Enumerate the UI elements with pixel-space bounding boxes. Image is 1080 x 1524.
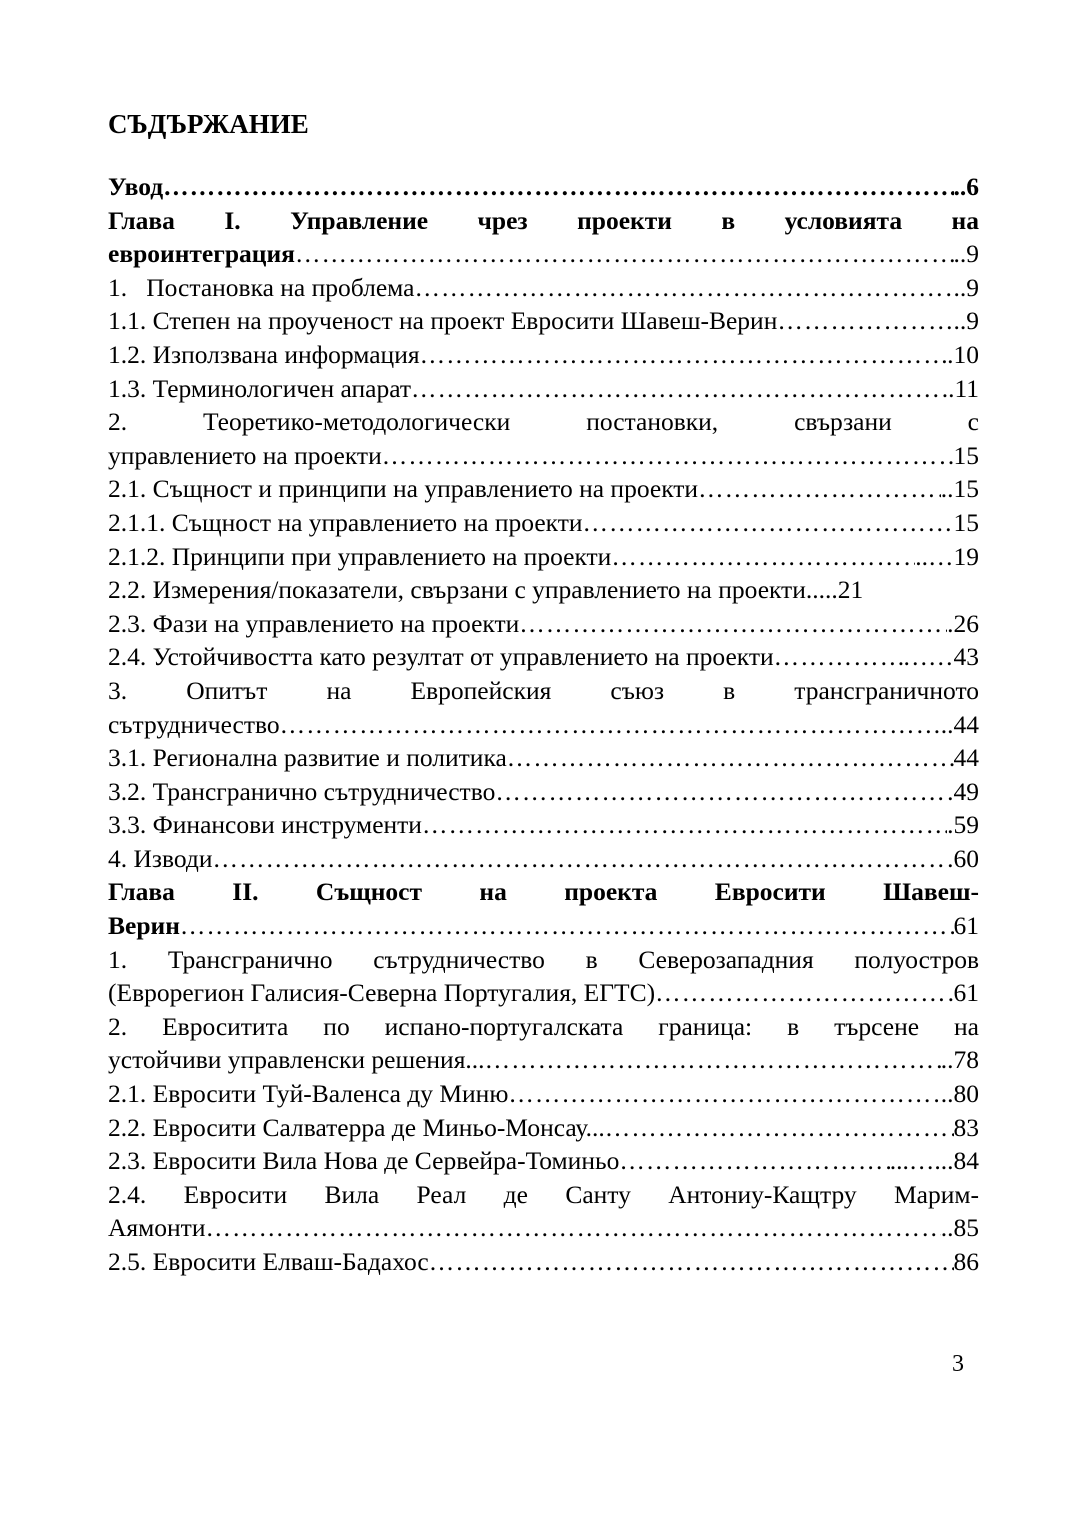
toc-entry-3-1[interactable] <box>108 741 979 775</box>
toc-entry-page: …..9 <box>928 306 979 336</box>
toc-entry-page: ..…19 <box>915 541 979 571</box>
toc-entry-title-line1: Глава I. Управление чрез проекти в условията на <box>108 205 979 235</box>
toc-entry-1-3[interactable] <box>108 372 979 406</box>
toc-entry-page: 86 <box>953 1247 979 1276</box>
toc-entry-2-3[interactable] <box>108 607 979 641</box>
toc-entry-page: 61 <box>953 978 979 1008</box>
toc-entry-title: евроинтеграция <box>108 239 295 269</box>
toc-entry-page: 83 <box>953 1112 979 1142</box>
toc-entry-title-line1: 1. Трансгранично сътрудничество в Северозападния полуостров <box>108 944 979 974</box>
toc-entry-2[interactable] <box>108 405 979 472</box>
toc-entry-title: 1.2. Използвана информация <box>108 339 420 369</box>
toc-entry-title: 1. Постановка на проблема <box>108 272 415 302</box>
toc-entry-page: .10 <box>947 339 979 369</box>
toc-entry-ch2-2-2[interactable] <box>108 1111 979 1145</box>
toc-entry-1[interactable] <box>108 271 979 305</box>
toc-entry-page: ..15 <box>940 474 979 504</box>
toc-entry-title: 3.2. Трансгранично сътрудничество <box>108 776 496 806</box>
toc-entry-title: 2.1.1. Същност на управлението на проекти <box>108 507 583 537</box>
toc-entry-page: .....21 <box>805 575 864 605</box>
toc-entry-page: 15 <box>953 440 979 470</box>
toc-entry-ch2-2[interactable] <box>108 1010 979 1077</box>
toc-entry-title: 2.1.2. Принципи при управлението на проекти <box>108 541 612 571</box>
toc-entry-title: сътрудничество <box>108 709 280 739</box>
toc-entry-title: 2.5. Евросити Елваш-Бадахос <box>108 1247 429 1276</box>
toc-entry-2-1-2[interactable] <box>108 540 979 574</box>
toc-entry-3[interactable] <box>108 674 979 741</box>
toc-entry-title: Аямонти <box>108 1213 206 1243</box>
toc-entry-ch2-2-3[interactable] <box>108 1144 979 1178</box>
toc-entry-2-1[interactable] <box>108 472 979 506</box>
toc-entry-ch2-2-1[interactable] <box>108 1077 979 1111</box>
toc-entry-2-4[interactable] <box>108 640 979 674</box>
toc-entry-page: ..9 <box>953 239 979 269</box>
toc-entry-3-2[interactable] <box>108 775 979 809</box>
toc-entry-page: ..80 <box>940 1079 979 1109</box>
toc-entry-title: 2.1. Същност и принципи на управлението на проекти <box>108 474 699 504</box>
toc-entry-page: ..85 <box>940 1213 979 1243</box>
toc-entry-2-2[interactable] <box>108 573 979 607</box>
toc-entry-title: 2.4. Устойчивостта като резултат от управлението на проекти <box>108 642 774 672</box>
toc-heading: СЪДЪРЖАНИЕ <box>108 109 309 139</box>
toc-entry-title: 2.3. Фази на управлението на проекти <box>108 608 520 638</box>
toc-entry-page: ……43 <box>902 642 979 672</box>
toc-entry-title: управлението на проекти <box>108 440 382 470</box>
toc-entry-title: Верин <box>108 911 180 941</box>
toc-entry-ch2-1[interactable] <box>108 943 979 1010</box>
toc-entry-1-1[interactable] <box>108 304 979 338</box>
toc-entry-title: 2.2. Измерения/показатели, свързани с управлението на проекти <box>108 575 806 605</box>
toc-entry-introduction[interactable] <box>108 170 979 204</box>
toc-entry-page: ..9 <box>953 272 979 302</box>
toc-entry-title: 2.2. Евросити Салватерра де Миньо-Монсау... <box>108 1112 605 1142</box>
toc-entry-title: (Еврорегион Галисия-Северна Португалия, ЕГТС) <box>108 978 656 1008</box>
toc-entry-title: 4. Изводи <box>108 843 213 873</box>
toc-entry-page: ..44 <box>940 709 979 739</box>
toc-entry-title-line1: Глава II. Същност на проекта Евросити Шавеш- <box>108 877 979 907</box>
toc-entry-page: ..78 <box>940 1045 979 1075</box>
toc-entry-ch2-2-5[interactable] <box>108 1245 979 1279</box>
toc-entry-page: .26 <box>947 608 979 638</box>
toc-entry-page: ..11 <box>941 373 979 403</box>
toc-entry-title: Увод <box>108 172 164 201</box>
toc-entry-page: ..6 <box>953 172 979 201</box>
toc-entry-page: .59 <box>947 810 979 840</box>
toc-entry-title-line1: 2. Теоретико-методологически постановки, свързани с <box>108 407 979 437</box>
toc-entry-title: 2.1. Евросити Туй-Валенса ду Миню <box>108 1079 509 1109</box>
toc-entry-title: 3.1. Регионална развитие и политика <box>108 743 507 773</box>
table-of-contents <box>108 170 979 1279</box>
toc-entry-chapter-1[interactable] <box>108 204 979 271</box>
toc-entry-1-2[interactable] <box>108 338 979 372</box>
toc-entry-3-3[interactable] <box>108 808 979 842</box>
toc-entry-title-line1: 2. Евроситита по испано-португалската граница: в търсене на <box>108 1011 979 1041</box>
toc-entry-title-line1: 3. Опитът на Европейския съюз в трансграничното <box>108 675 979 705</box>
toc-entry-page: .60 <box>947 843 979 873</box>
toc-entry-title: 2.3. Евросити Вила Нова де Сервейра-Томиньо <box>108 1146 620 1176</box>
toc-entry-title: устойчиви управленски решения... <box>108 1045 485 1075</box>
toc-entry-2-1-1[interactable] <box>108 506 979 540</box>
toc-entry-title: 1.1. Степен на проученост на проект Евросити Шавеш-Верин <box>108 306 778 336</box>
toc-entry-page: 15 <box>953 507 979 537</box>
toc-entry-chapter-2[interactable] <box>108 875 979 942</box>
toc-entry-page: ...…...84 <box>889 1146 979 1176</box>
toc-entry-title: 3.3. Финансови инструменти <box>108 810 422 840</box>
toc-entry-page: .49 <box>947 776 979 806</box>
toc-entry-ch2-2-4[interactable] <box>108 1178 979 1245</box>
toc-entry-4[interactable] <box>108 842 979 876</box>
toc-entry-title-line1: 2.4. Евросити Вила Реал де Санту Антониу-Кащтру Марим- <box>108 1179 979 1209</box>
toc-entry-page: 44 <box>953 743 979 773</box>
page-number: 3 <box>952 1351 964 1377</box>
toc-entry-page: 61 <box>953 911 979 941</box>
toc-entry-title: 1.3. Терминологичен апарат <box>108 373 411 403</box>
